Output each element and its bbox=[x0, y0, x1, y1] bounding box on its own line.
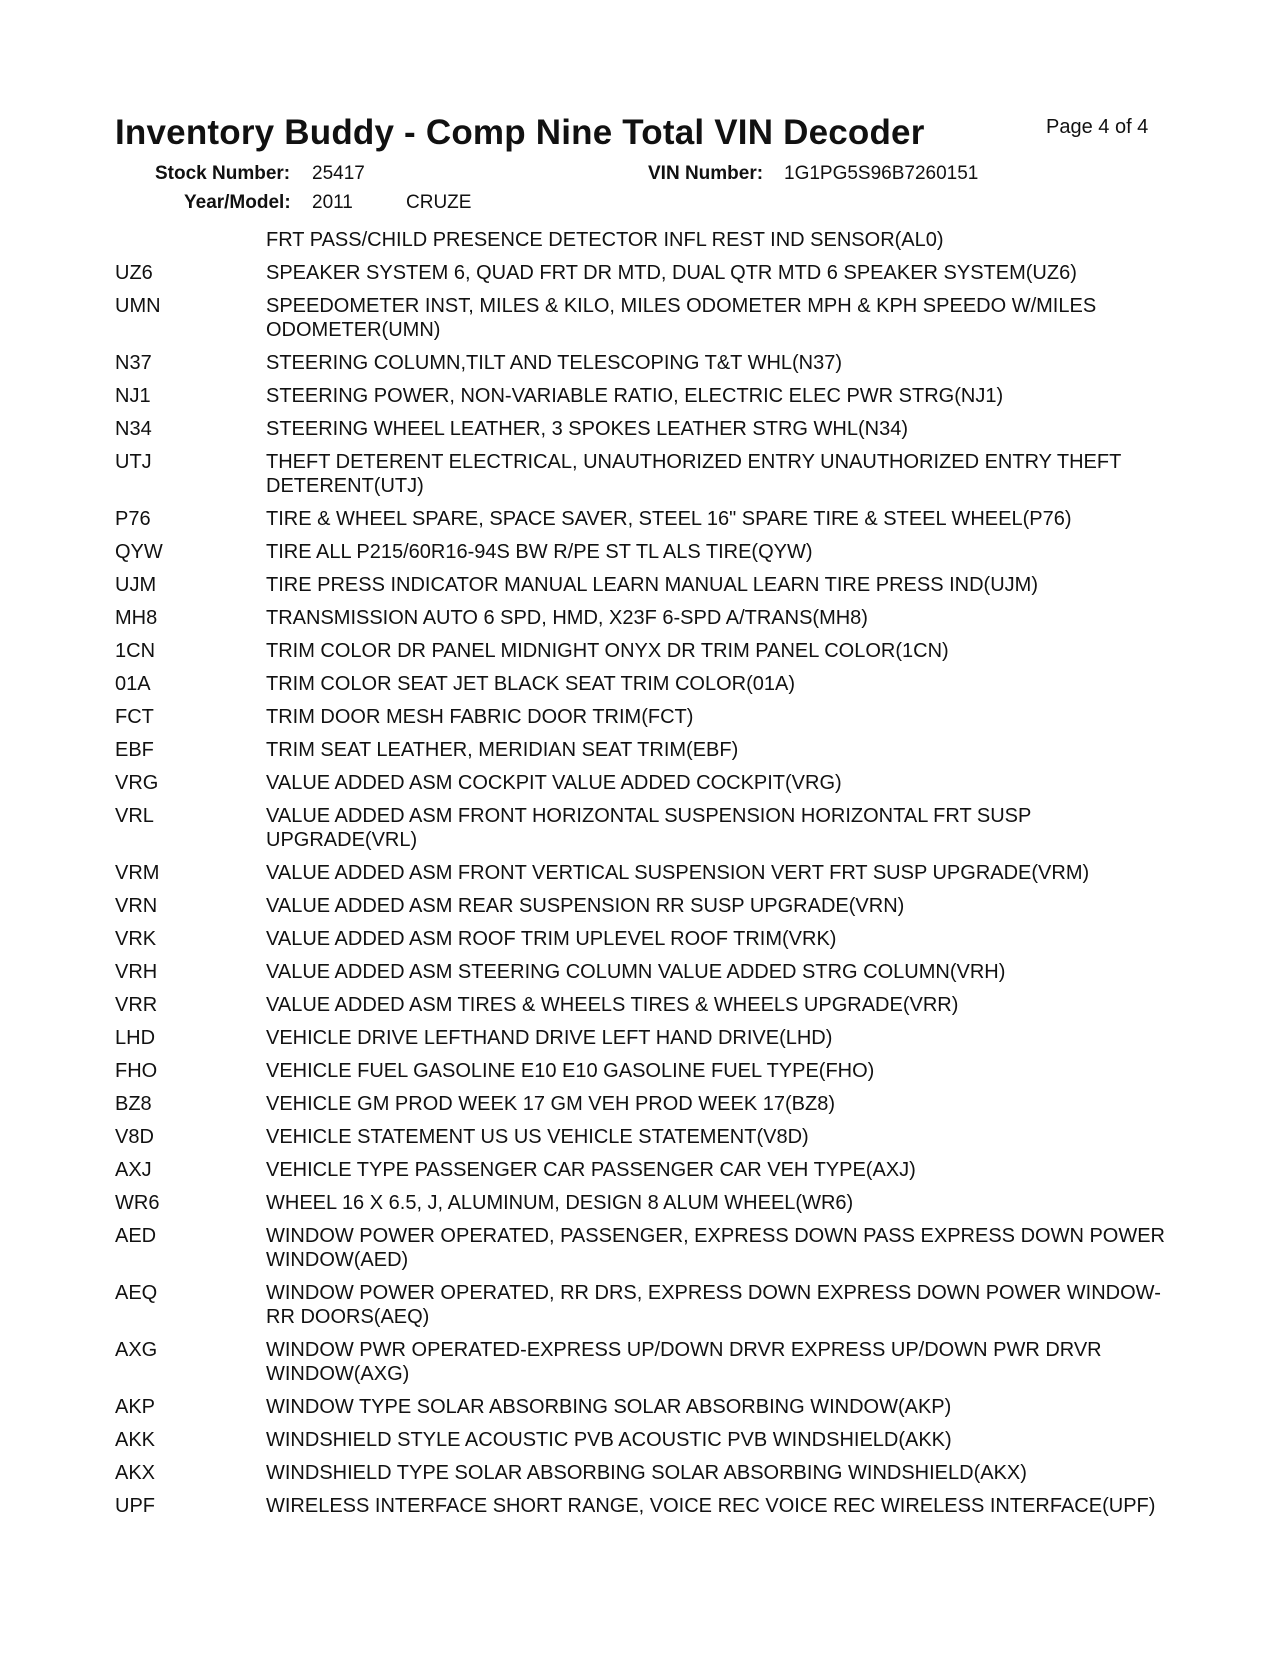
list-item bbox=[0, 1281, 1280, 1329]
list-item bbox=[0, 993, 1280, 1017]
option-code: MH8 bbox=[115, 607, 158, 629]
option-code: UTJ bbox=[115, 451, 152, 473]
option-description: STEERING COLUMN,TILT AND TELESCOPING T&T WHL(N37) bbox=[266, 352, 843, 374]
list-item bbox=[0, 738, 1280, 762]
option-code: VRR bbox=[115, 994, 158, 1016]
list-item bbox=[0, 1158, 1280, 1182]
list-item bbox=[0, 1428, 1280, 1452]
option-description: VALUE ADDED ASM FRONT VERTICAL SUSPENSION VERT FRT SUSP UPGRADE(VRM) bbox=[266, 862, 1090, 884]
list-item bbox=[0, 771, 1280, 795]
option-code: UJM bbox=[115, 574, 157, 596]
option-description: WIRELESS INTERFACE SHORT RANGE, VOICE REC VOICE REC WIRELESS INTERFACE(UPF) bbox=[266, 1495, 1156, 1517]
option-code: VRL bbox=[115, 805, 154, 827]
year-value: 2011 bbox=[312, 192, 353, 213]
list-item bbox=[0, 450, 1280, 498]
list-item bbox=[0, 573, 1280, 597]
option-description: VALUE ADDED ASM REAR SUSPENSION RR SUSP UPGRADE(VRN) bbox=[266, 895, 905, 917]
option-description: STEERING POWER, NON-VARIABLE RATIO, ELECTRIC ELEC PWR STRG(NJ1) bbox=[266, 385, 1004, 407]
list-item bbox=[0, 1191, 1280, 1215]
option-code: AED bbox=[115, 1225, 157, 1247]
option-code: VRH bbox=[115, 961, 158, 983]
option-description: VALUE ADDED ASM ROOF TRIM UPLEVEL ROOF TRIM(VRK) bbox=[266, 928, 837, 950]
list-item bbox=[0, 1224, 1280, 1272]
list-item bbox=[0, 960, 1280, 984]
option-code: UMN bbox=[115, 295, 161, 317]
list-item bbox=[0, 351, 1280, 375]
option-description: WINDSHIELD STYLE ACOUSTIC PVB ACOUSTIC PVB WINDSHIELD(AKK) bbox=[266, 1429, 952, 1451]
option-description: VALUE ADDED ASM COCKPIT VALUE ADDED COCKPIT(VRG) bbox=[266, 772, 842, 794]
option-description: VALUE ADDED ASM FRONT HORIZONTAL SUSPENSION HORIZONTAL FRT SUSP UPGRADE(VRL) bbox=[266, 805, 1031, 851]
list-item bbox=[0, 705, 1280, 729]
list-item bbox=[0, 294, 1280, 342]
option-code: AKP bbox=[115, 1396, 156, 1418]
option-description: STEERING WHEEL LEATHER, 3 SPOKES LEATHER STRG WHL(N34) bbox=[266, 418, 908, 440]
option-code: NJ1 bbox=[115, 385, 151, 407]
list-item bbox=[0, 804, 1280, 852]
document-title: Inventory Buddy - Comp Nine Total VIN Decoder bbox=[115, 113, 925, 152]
option-code: AXJ bbox=[115, 1159, 152, 1181]
option-description: WINDOW PWR OPERATED-EXPRESS UP/DOWN DRVR EXPRESS UP/DOWN PWR DRVR WINDOW(AXG) bbox=[266, 1339, 1102, 1385]
option-description: TRIM COLOR SEAT JET BLACK SEAT TRIM COLOR(01A) bbox=[266, 673, 796, 695]
option-description: WINDSHIELD TYPE SOLAR ABSORBING SOLAR ABSORBING WINDSHIELD(AKX) bbox=[266, 1462, 1027, 1484]
option-code: VRN bbox=[115, 895, 158, 917]
model-value: CRUZE bbox=[406, 192, 472, 213]
option-code: FCT bbox=[115, 706, 154, 728]
list-item bbox=[0, 1461, 1280, 1485]
list-item bbox=[0, 417, 1280, 441]
list-item bbox=[0, 1026, 1280, 1050]
option-description: SPEEDOMETER INST, MILES & KILO, MILES ODOMETER MPH & KPH SPEEDO W/MILES ODOMETER(UMN) bbox=[266, 295, 1097, 341]
option-description: SPEAKER SYSTEM 6, QUAD FRT DR MTD, DUAL QTR MTD 6 SPEAKER SYSTEM(UZ6) bbox=[266, 262, 1077, 284]
option-description: VEHICLE DRIVE LEFTHAND DRIVE LEFT HAND DRIVE(LHD) bbox=[266, 1027, 833, 1049]
option-description: TIRE & WHEEL SPARE, SPACE SAVER, STEEL 16" SPARE TIRE & STEEL WHEEL(P76) bbox=[266, 508, 1072, 530]
option-code: N37 bbox=[115, 352, 152, 374]
vin-number-label: VIN Number: bbox=[648, 163, 764, 184]
option-code: 1CN bbox=[115, 640, 156, 662]
vin-number-value: 1G1PG5S96B7260151 bbox=[784, 163, 979, 184]
option-code: UPF bbox=[115, 1495, 155, 1517]
stock-number-value: 25417 bbox=[312, 163, 365, 184]
option-code: P76 bbox=[115, 508, 151, 530]
list-item bbox=[0, 1125, 1280, 1149]
option-code: WR6 bbox=[115, 1192, 160, 1214]
option-description: WINDOW POWER OPERATED, RR DRS, EXPRESS DOWN EXPRESS DOWN POWER WINDOW-RR DOORS(AEQ) bbox=[266, 1282, 1161, 1328]
option-description: VALUE ADDED ASM TIRES & WHEELS TIRES & WHEELS UPGRADE(VRR) bbox=[266, 994, 959, 1016]
option-code: VRK bbox=[115, 928, 157, 950]
option-description: TRIM SEAT LEATHER, MERIDIAN SEAT TRIM(EBF) bbox=[266, 739, 739, 761]
list-item bbox=[0, 861, 1280, 885]
option-code: V8D bbox=[115, 1126, 154, 1148]
list-item bbox=[0, 894, 1280, 918]
option-code: N34 bbox=[115, 418, 152, 440]
option-description: WHEEL 16 X 6.5, J, ALUMINUM, DESIGN 8 ALUM WHEEL(WR6) bbox=[266, 1192, 854, 1214]
option-description: WINDOW TYPE SOLAR ABSORBING SOLAR ABSORBING WINDOW(AKP) bbox=[266, 1396, 952, 1418]
list-item bbox=[0, 228, 1280, 252]
list-item bbox=[0, 639, 1280, 663]
list-item bbox=[0, 927, 1280, 951]
list-item bbox=[0, 540, 1280, 564]
option-code: UZ6 bbox=[115, 262, 153, 284]
option-description: THEFT DETERENT ELECTRICAL, UNAUTHORIZED ENTRY UNAUTHORIZED ENTRY THEFT DETERENT(UTJ) bbox=[266, 451, 1121, 497]
list-item bbox=[0, 672, 1280, 696]
option-code: VRG bbox=[115, 772, 159, 794]
option-description: TRIM DOOR MESH FABRIC DOOR TRIM(FCT) bbox=[266, 706, 694, 728]
option-description: TRIM COLOR DR PANEL MIDNIGHT ONYX DR TRIM PANEL COLOR(1CN) bbox=[266, 640, 949, 662]
option-code: AKX bbox=[115, 1462, 156, 1484]
year-model-label: Year/Model: bbox=[184, 192, 291, 213]
option-code: VRM bbox=[115, 862, 160, 884]
option-code: EBF bbox=[115, 739, 154, 761]
stock-number-label: Stock Number: bbox=[155, 163, 291, 184]
option-description: TIRE PRESS INDICATOR MANUAL LEARN MANUAL LEARN TIRE PRESS IND(UJM) bbox=[266, 574, 1038, 596]
option-description: VEHICLE TYPE PASSENGER CAR PASSENGER CAR VEH TYPE(AXJ) bbox=[266, 1159, 916, 1181]
list-item bbox=[0, 384, 1280, 408]
option-description: WINDOW POWER OPERATED, PASSENGER, EXPRESS DOWN PASS EXPRESS DOWN POWER WINDOW(AED) bbox=[266, 1225, 1166, 1271]
option-description: VEHICLE FUEL GASOLINE E10 E10 GASOLINE FUEL TYPE(FHO) bbox=[266, 1060, 875, 1082]
option-code: AKK bbox=[115, 1429, 156, 1451]
option-code: QYW bbox=[115, 541, 163, 563]
option-code: FHO bbox=[115, 1060, 158, 1082]
option-description: TRANSMISSION AUTO 6 SPD, HMD, X23F 6-SPD A/TRANS(MH8) bbox=[266, 607, 868, 629]
option-description: VEHICLE GM PROD WEEK 17 GM VEH PROD WEEK 17(BZ8) bbox=[266, 1093, 836, 1115]
list-item bbox=[0, 1395, 1280, 1419]
option-code: 01A bbox=[115, 673, 151, 695]
option-code: AXG bbox=[115, 1339, 158, 1361]
list-item bbox=[0, 1092, 1280, 1116]
list-item bbox=[0, 1338, 1280, 1386]
option-description: VEHICLE STATEMENT US US VEHICLE STATEMENT(V8D) bbox=[266, 1126, 809, 1148]
list-item bbox=[0, 606, 1280, 630]
option-code: LHD bbox=[115, 1027, 156, 1049]
option-code: AEQ bbox=[115, 1282, 158, 1304]
option-description: VALUE ADDED ASM STEERING COLUMN VALUE ADDED STRG COLUMN(VRH) bbox=[266, 961, 1006, 983]
option-description: TIRE ALL P215/60R16-94S BW R/PE ST TL ALS TIRE(QYW) bbox=[266, 541, 813, 563]
option-code-list bbox=[0, 228, 1280, 1527]
list-item bbox=[0, 261, 1280, 285]
page-number: Page 4 of 4 bbox=[1046, 116, 1149, 138]
option-code: BZ8 bbox=[115, 1093, 152, 1115]
option-description: FRT PASS/CHILD PRESENCE DETECTOR INFL REST IND SENSOR(AL0) bbox=[266, 229, 944, 251]
list-item bbox=[0, 1059, 1280, 1083]
list-item bbox=[0, 1494, 1280, 1518]
list-item bbox=[0, 507, 1280, 531]
